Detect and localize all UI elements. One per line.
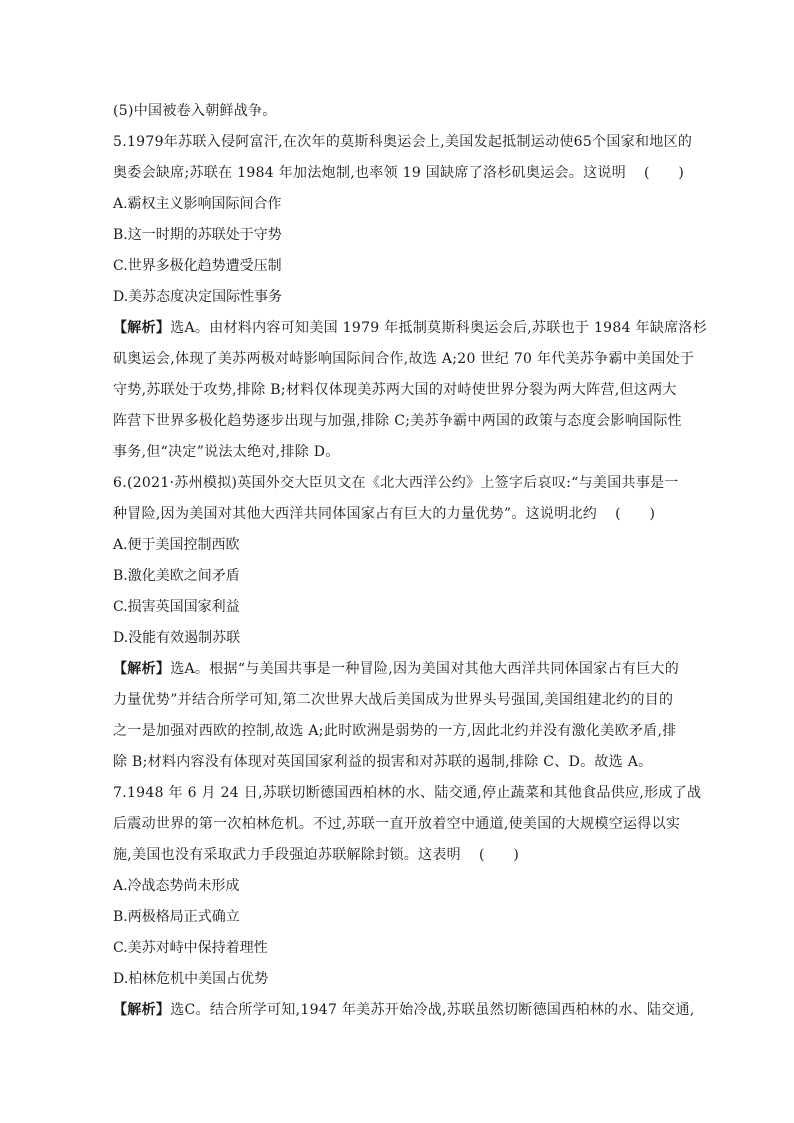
answer-blank: ( ) [615, 506, 656, 522]
question-5-analysis-line-2: 矶奥运会,体现了美苏两极对峙影响国际间合作,故选 A;20 世纪 70 年代美苏争霸中美国处于 [113, 351, 695, 367]
question-7-stem-line-1: 7.1948 年 6 月 24 日,苏联切断德国西柏林的水、陆交通,停止蔬菜和其他食品供应,形成了战 [113, 785, 702, 801]
question-7-option-b: B.两极格局正式确立 [113, 909, 240, 925]
question-5-stem-line-2: 奥委会缺席;苏联在 1984 年加法炮制,也率领 19 国缺席了洛杉矶奥运会。这说明 ( ) [113, 158, 683, 189]
question-5-analysis-line-3: 守势,苏联处于攻势,排除 B;材料仅体现美苏两大国的对峙使世界分裂为两大阵营,但这两大 [113, 382, 677, 398]
question-5-option-a: A.霸权主义影响国际间合作 [113, 196, 282, 212]
question-6-option-a: A.便于美国控制西欧 [113, 537, 240, 553]
question-6-option-c: C.损害英国国家利益 [113, 599, 240, 615]
question-7-stem-line-3: 施,美国也没有采取武力手段强迫苏联解除封锁。这表明 ( ) [113, 840, 683, 871]
question-6-stem-line-2: 种冒险,因为美国对其他大西洋共同体国家占有巨大的力量优势”。这说明北约 ( ) [113, 499, 683, 530]
question-5 [113, 127, 708, 468]
document-page [113, 96, 708, 1026]
question-6-stem-line-1: 6.(2021·苏州模拟)英国外交大臣贝文在《北大西洋公约》上签字后哀叹:“与美国共事是一 [113, 475, 679, 491]
question-7-option-c: C.美苏对峙中保持着理性 [113, 940, 268, 956]
question-7-stem-line-2: 后震动世界的第一次柏林危机。不过,苏联一直开放着空中通道,使美国的大规模空运得以实 [113, 816, 681, 832]
question-7-option-d: D.柏林危机中美国占优势 [113, 971, 269, 987]
question-6-analysis-line-4: 除 B;材料内容没有体现对英国国家利益的损害和对苏联的遏制,排除 C、D。故选 A。 [113, 754, 653, 770]
question-6-analysis-line-3: 之一是加强对西欧的控制,故选 A;此时欧洲是弱势的一方,因此北约并没有激化美欧矛盾,排 [113, 723, 677, 739]
question-7 [113, 778, 702, 1026]
question-7-analysis-line-1: 【解析】选C。结合所学可知,1947 年美苏开始冷战,苏联虽然切断德国西柏林的水、陆交通, [113, 1002, 695, 1018]
analysis-tag: 【解析】 [113, 661, 171, 677]
analysis-tag: 【解析】 [113, 1002, 171, 1018]
question-5-stem-line-1: 5.1979年苏联入侵阿富汗,在次年的莫斯科奥运会上,美国发起抵制运动使65个国家和地区的 [113, 134, 693, 150]
question-6-analysis-line-1: 【解析】选A。根据“与美国共事是一种冒险,因为美国对其他大西洋共同体国家占有巨大的 [113, 661, 680, 677]
question-6-option-d: D.没能有效遏制苏联 [113, 630, 241, 646]
question-7-option-a: A.冷战态势尚未形成 [113, 878, 240, 894]
question-5-option-c: C.世界多极化趋势遭受压制 [113, 258, 282, 274]
analysis-tag: 【解析】 [113, 320, 171, 336]
previous-answer-line: (5)中国被卷入朝鲜战争。 [113, 103, 277, 119]
question-6 [113, 468, 683, 778]
question-5-option-b: B.这一时期的苏联处于守势 [113, 227, 282, 243]
question-5-analysis-line-4: 阵营下世界多极化趋势逐步出现与加强,排除 C;美苏争霸中两国的政策与态度会影响国际性 [113, 413, 682, 429]
question-5-analysis-line-1: 【解析】选A。由材料内容可知美国 1979 年抵制莫斯科奥运会后,苏联也于 1984 年缺席洛杉 [113, 320, 708, 336]
question-6-analysis-line-2: 力量优势”并结合所学可知,第二次世界大战后美国成为世界头号强国,美国组建北约的目的 [113, 692, 674, 708]
question-5-option-d: D.美苏态度决定国际性事务 [113, 289, 283, 305]
answer-blank: ( ) [644, 165, 685, 181]
question-5-analysis-line-5: 事务,但“决定”说法太绝对,排除 D。 [113, 444, 340, 460]
question-6-option-b: B.激化美欧之间矛盾 [113, 568, 240, 584]
answer-blank: ( ) [478, 847, 520, 863]
